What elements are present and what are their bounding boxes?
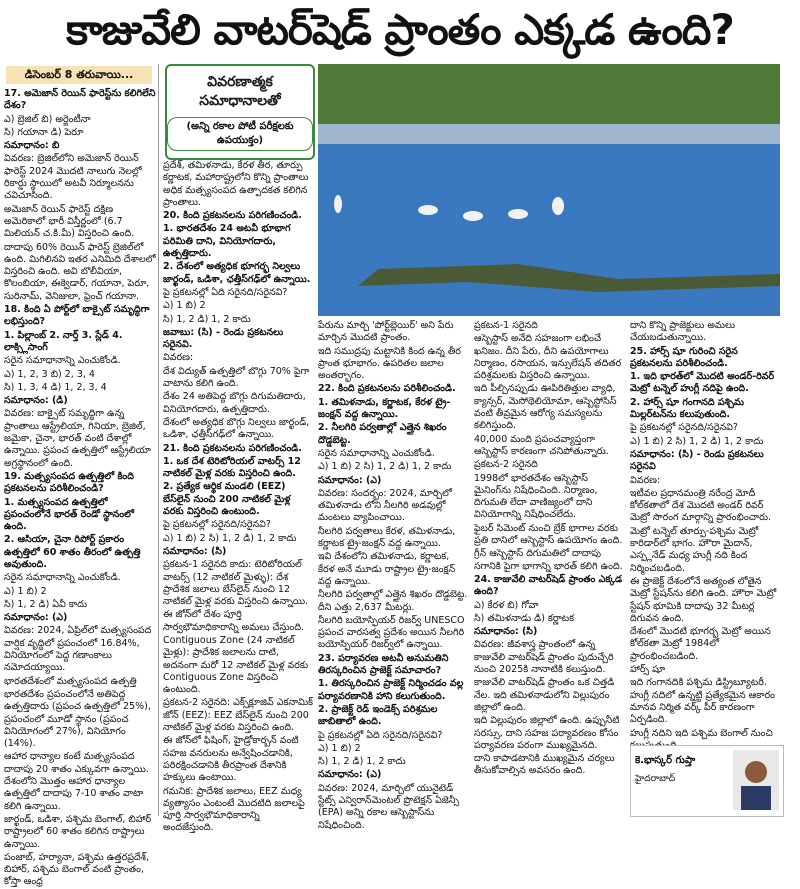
date-tag: డిసెంబర్ 8 తరువాయి... [6,66,152,84]
text-line: ఎ) 1, 2, 3 బి) 2, 3, 4 [4,368,95,380]
text-line: అమెజాన్ రెయిన్ ఫారెస్ట్ దక్షిణ అమెరికాలో భారీ విస్తీర్ణంలో (6.7 మిలియన్ చ.కి.మీ) విస్తరించి ఉంది. [4,203,135,240]
text-line: ఎ) 1 బి) 2 సి) 1, 2 డి) 1, 2 కాదు [163,532,297,544]
text-line: ఇటీవల ప్రధానమంత్రి నరేంద్ర మోదీ కోల్‌కతాలో దేశ మొదటి అండర్ రివర్ మెట్రో సొరంగ మార్గాన్ని ప్రారంభించారు. [630,487,772,524]
lake-photo [318,64,780,316]
text-line: నీలగిరి బయోస్ఫియర్ రిజర్వ్ UNESCO ప్రపంచ వారసత్వ ప్రదేశం అయిన నీలగిరి బయోస్ఫియర్ రిజర్వ్‌లో ఉన్నాయి. [318,614,465,651]
text-line: 1. మత్స్యసంపద ఉత్పత్తిలో ప్రపంచంలోనే భారత్ రెండో స్థానంలో ఉంది. [4,496,134,533]
text-line: దేశ విద్యుత్ ఉత్పత్తిలో బొగ్గు 70% పైగా వాటాను కలిగి ఉంది. [163,365,310,390]
text-line: ఇది పీల్చినప్పుడు ఊపిరితిత్తుల వ్యాధి, క్యాన్సర్, మెసోథెలియోమా, ఆస్బెస్టోసిస్ వంటి తీవ్రమైన ఆరోగ్య సమస్యలను కలిగిస్తుంది. [474,383,617,432]
text-line: 2. ప్రత్యేక ఆర్థిక మండలి (EEZ) బేస్‌లైన్ నుంచి 200 నాటికల్ మైళ్ల వరకు విస్తరించి ఉంటుంది. [163,481,291,518]
text-line: వివరణ: బ్రెజిల్‌లోని అమెజాన్ రెయిన్ ఫారెస్ట్ 2024 మొదటి నాలుగు నెలల్లో రికార్డు స్థాయిలో అటవీ నిర్మూలనను చవిచూసింది. [4,153,142,202]
column-4 [474,320,624,816]
text-line: 23. పర్యావరణ అటవీ అనుమతిని తిరస్కరించిన ప్రాజెక్ట్ సమాచారం? [318,652,449,677]
author-photo [733,750,779,810]
text-line: 1. తిరస్కరించిన ప్రాజెక్ట్ నిర్మించడం వల్ల పర్యావరణానికి హాని కలుగుతుంది. [318,678,464,702]
text-line: నీలగిరి పర్వతాల్లో ఎత్తైన శిఖరం దొడ్డబెట్ట. దీని ఎత్తు 2,637 మీటర్లు. [318,589,468,613]
column-3 [318,320,468,831]
text-line: 20. కింది ప్రకటనలను పరిగణించండి. [163,210,302,222]
text-line: ప్రకటన-1 సరైనది కాదు: టెరిటోరియల్ వాటర్స్ (12 నాటికల్ మైళ్ళు): దేశ ప్రాదేశిక జలాలు బేస్‌లైన్ నుంచి 12 నాటికల్ మైళ్ల వరకు విస్తరించి ఉన్నాయి. [163,559,309,608]
text-line: ఎ) 1 బి) 2 [163,300,206,312]
divider [158,64,159,816]
text-line: జవాబు: (సి) - రెండు ప్రకటనలు సరైనవి. [163,326,284,351]
text-line: సమాధానం: (డి) [4,395,68,407]
text-line: సి) 1, 2 డి) 1, 2 కాదు [163,313,251,325]
text-line: ఇవి దేశంలోని తమిళనాడు, కర్ణాటక, కేరళ అనే మూడు రాష్ట్రాల ట్రై-జంక్షన్ వద్ద ఉన్నాయి. [318,551,456,587]
text-line: గ్రీన్ ఆస్బెస్టాస్ దిగుమతిలో దాదాపు సగానికి పైగా భాగాన్ని భారత్ కలిగి ఉంది. [474,548,623,572]
text-line: ఈ ప్రాజెక్ట్ దేశంలోనే అత్యంత లోతైన మెట్రో స్టేషన్‌ను కలిగి ఉంది. హౌరా మెట్రో స్టేషన్ భూమికి దాదాపు 32 మీటర్ల దిగువన ఉంది. [630,575,777,624]
text-line: భారతదేశంలో మత్స్యసంపద ఉత్పత్తి [4,675,137,687]
text-line: దేశంలో మొదటి భూగర్భ మెట్రో అయిన కోల్‌కతా మెట్రో 1984లో ప్రారంభించబడింది. [630,626,771,662]
text-line: పై ప్రకటనల్లో సరైనది/సరైనవి? [630,422,738,434]
author-place: హైదరాబాద్ [635,774,676,784]
text-line: సరైన సమాధానాన్ని ఎంచుకోండి. [318,447,435,459]
text-line: ఎ) కేరళ బి) గోవా [474,599,539,611]
text-line: 1. ఒక దేశ టెరిటోరియల్ వాటర్స్ 12 నాటికల్ మైళ్ల వరకు విస్తరించి ఉంది. [163,455,301,480]
text-line: ఆహార ధాన్యాల కంటే మత్స్యసంపద దాదాపు 20 శాతం ఎక్కువగా ఉన్నాయి. దేశంలోని మొత్తం ఆహార ధాన్యాల ఉత్పత్తిలో దాదాపు 7-10 శాతం వాటా కలిగి ఉన్నాయి. [4,751,149,812]
text-line: Contiguous Zone (24 నాటికల్ మైళ్లు): ప్రాదేశిక జలాలను దాటి, అదనంగా మరో 12 నాటికల్ మైళ్ల వరకు Contiguous Zone విస్తరించి ఉంటుంది. [163,634,309,696]
text-line: సరైన సమాధానాన్ని ఎంచుకోండి. [4,355,121,367]
text-line: దాని కాపాడటానికి ముఖ్యమైన చర్యలు తీసుకోవాల్సిన అవసరం ఉంది. [474,753,615,777]
text-line: 1. ఇది భారత్‌లో మొదటి అండర్-రివర్ మెట్రో టన్నెల్ హుగ్లీ నదిపై ఉంది. [630,371,775,395]
text-line: ఎ) 1 బి) 2 సి) 1, 2 డి) 1, 2 కాదు [318,461,452,473]
text-line: దాని కొన్ని ప్రాజెక్టులు అమలు చేయబడుతున్నాయి. [630,320,736,344]
text-line: ప్రదేశ్, తమిళనాడు, కేరళ తీర, తూర్పు కర్ణాటక, మహారాష్ట్రలోని కొన్ని ప్రాంతాలు అధిక మత్స్యసంపద ఉత్పాదకత కలిగిన ప్రాంతాలు. [163,160,309,208]
text-line: 1998లో భారతదేశం ఆస్బెస్టాస్ మైనింగ్‌ను నిషేధించింది. నిర్మాణం, దిగుమతి లేదా వాణిజ్యంలో దాని వినియోగాన్ని నిషేధించలేదు. [474,472,598,521]
column-2 [163,160,314,834]
column-5 [630,320,782,740]
text-line: జార్ఖండ్, ఒడిశా, పశ్చిమ బెంగాల్, బిహార్ రాష్ట్రాలలో 60 శాతం కలిగిన రాష్ట్రాలు ఉన్నాయి. [4,813,152,850]
text-line: ఇది సముద్రపు మట్టానికి కింద ఉన్న తీర ప్రాంత భూభాగం. ఉపరితల జలాల అంతర్భాగం. [318,345,461,382]
text-line: వివరణ: [630,474,661,486]
text-line: 21. కింది ప్రకటనలను పరిగణించండి. [163,442,302,454]
badge [165,64,315,160]
text-line: సమాధానం: (ఎ) [318,474,382,486]
text-line: సరైన సమాధానాన్ని ఎంచుకోండి. [4,572,121,584]
text-line: 1. భారతదేశం 24 అటవీ భూభాగ పరిమితి దాని, వినియోగదారు, ఉత్పత్తిదారు. [163,223,291,260]
text-line: 2. ఆసియా, చైనా రిపోర్ట్ ప్రకారం ఉత్పత్తిలో 60 శాతం తీరంలో ఉత్పత్తి అవుతుంది. [4,534,141,570]
text-line: హార్స్ షూ [630,664,666,676]
text-line: సమాధానం: (ఎ) [318,769,382,781]
text-line: వివరణ: 2024, ఏప్రిల్‌లో మత్స్యసంపద వార్షిక వృద్ధిలో ప్రపంచంలో 16.84%, వినియోగంలో పెద్ద గణాంకాలు నమోదయ్యాయి. [4,625,152,674]
text-line: పై ప్రకటనల్లో సరైనది/సరైనవి? [163,519,271,531]
text-line: దాదాపు 60% రెయిన్ ఫారెస్ట్ బ్రెజిల్‌లో ఉంది. మిగిలినవి ఇతర ఎనిమిది దేశాలలో విస్తరించి ఉంది. అవి బొలీవియా, కొలంబియా, ఈక్వెడార్, గయానా, పెరూ, సురినామ్, వెనిజులా, ఫ్రెంచ్ గయానా. [4,241,156,302]
text-line: పంజాబ్, హర్యానా, పశ్చిమ ఉత్తరప్రదేశ్, బిహార్, పశ్చిమ బెంగాల్ వంటి ప్రాంతం, కోస్తా ఆంధ్ర [4,851,150,888]
text-line: వివరణ: సందర్భం: 2024, మార్చిలో తమిళనాడు లోని నీలగిరి అడవుల్లో మంటలు వ్యాపించాయి. [318,487,452,524]
text-line: వివరణ: [163,352,194,364]
text-line: సమాధానం: (ఎ) [4,612,68,624]
text-line: సమాధానం: (సి) [474,626,538,638]
text-line: 1. పిల్లాంబ్ 2. నార్త్ 3. స్లేడ్ 4. లాక్స్లిసాంగ్ [4,329,123,353]
text-line: గమనిక: ప్రాదేశిక జలాలు, EEZ మధ్య వ్యత్యాసం ఎంటంటే మొదటిది జలాలపై పూర్తి సార్వభౌమాధికారాన్ని అందజేస్తుంది. [163,785,305,834]
text-line: ప్రకటన-1 సరైనది [474,320,538,331]
text-line: ప్రకటన-2 సరైనది: ఎక్స్‌క్లూజివ్ ఎకనామిక్ జోన్ (EEZ): EEZ బేస్‌లైన్ నుంచి 200 నాటికల్ మైళ్ల వరకు విస్తరించి ఉంది. [163,697,314,734]
text-line: సమాధానం: బి [4,140,60,152]
text-line: సమాధానం: (సి) [163,545,227,557]
text-line: హుగ్లీ నదిని ఇది పశ్చిమ బెంగాల్ నుంచి [630,727,773,739]
text-line: 17. అమెజాన్ రెయిన్ ఫారెస్ట్‌ను కలిగిలేని దేశం? [4,88,156,112]
text-line: ఎ) 1 బి) 2 సి) 1, 2 డి) 1, 2 కాదు [630,435,764,447]
text-line: దేశం 24 అతిపెద్ద బొగ్గు దిగుమతిదారు, వినియోగదారు, ఉత్పత్తిదారు. [163,391,306,415]
text-line: సి) గయానా డి) పెరూ [4,126,84,138]
text-line: సమాధానం: (సి) - రెండు ప్రకటనలు సరైనవి [630,448,764,473]
text-line: సి) 1, 2 డి) ఏవీ కాదు [4,598,88,610]
text-line: సి) తమిళనాడు డి) కర్ణాటక [474,612,575,624]
text-line: ఇది విల్లుపురం జిల్లాలో ఉంది. ఉప్పునీటి సరస్సు, దాని సహజ పర్యావరణం కోసం పర్యావరణ పరంగా ముఖ్యమైనది. [474,715,620,751]
text-line: ఈ జోన్‌లో ఫిషింగ్, హైడ్రోకార్బన్ వంటి సహజ వనరులను అన్వేషించడానికి, పరిరక్షించడానికి తీరప్రాంత దేశానికి హక్కులు ఉంటాయి. [163,735,299,784]
text-line: 19. మత్స్యసంపద ఉత్పత్తిలో కింది ప్రకటనలను పరిశీలించండి? [4,470,134,495]
text-line: సి) 1, 3, 4 డి) 1, 2, 3, 4 [4,381,107,393]
badge-line-2: సమాధానాలతో [199,93,281,109]
text-line: వివరణ: 2024, మార్చిలో యునైటెడ్ స్టేట్స్ ఎన్విరాన్‌మెంటల్ ప్రొటెక్షన్ ఏజెన్సీ (EPA) అన్ని రకాల ఆస్బెస్టాస్‌ను నిషేధించింది. [318,782,460,831]
text-line: వివరణ: బాక్సైట్ సమృద్ధిగా ఉన్న ప్రాంతాలు ఆస్ట్రేలియా, గినియా, బ్రెజిల్, జమైకా, చైనా, భారత్ వంటి దేశాల్లో ఉన్నాయి. ప్రపంచ ఉత్పత్తిలో ఆస్ట్రేలియా అగ్రస్థానంలో ఉంది. [4,408,151,469]
text-line: ఈ జోన్‌లో దేశం పూర్తి సార్వభౌమాధికారాన్ని అమలు చేస్తుంది. [163,609,305,633]
text-line: నీలగిరి పర్వతాలు కేరళ, తమిళనాడు, కర్ణాటక ట్రై-జంక్షన్ వద్ద ఉన్నాయి. [318,525,456,550]
text-line: 2. ప్రాజెక్ట్ రెడ్ ఇండెక్స్ పరిశ్రమల జాబితాలో ఉంది. [318,703,438,728]
text-line: సి) 1, 2 డి) 1, 2 కాదు [318,756,406,768]
text-line: దేశంలో అత్యధిక బొగ్గు నిల్వలు జార్ఖండ్, ఒడిశా, ఛత్తీస్‌గఢ్‌లో ఉన్నాయి. [163,416,310,441]
text-line: 24. కాజువేలి వాటర్‌షెడ్ ప్రాంతం ఎక్కడ ఉంది? [474,573,622,598]
text-line: 2. నీలగిరి పర్వతాల్లో ఎత్తైన శిఖరం దొడ్డబెట్ట. [318,422,447,446]
text-line: ఎ) బ్రెజిల్ బి) అర్జెంటీనా [4,113,91,125]
text-line: ఇది గంగానదికి పశ్చిమ డిస్ట్రిబ్యూటరీ. హుగ్లీ నదిలో ఉన్నట్టి ప్రత్యేకమైన ఆకారం మానవ నిర్మిత వర్క్ పీర్ కారణంగా ఏర్పడింది. [630,677,775,726]
author-box [630,745,784,817]
text-line: ఆస్బెస్టాస్ అనేది సహజంగా లభించే ఖనిజం. దీని పేరు, దీని ఉపయోగాలు నిర్మాణం, రసాయన, ఇన్సులేషన్ తదితర పరిశ్రమలకు విస్తరించి ఉన్నాయి. [474,333,622,382]
text-line: వివరణ: జీవశాస్త్ర ప్రాంతంలో ఉన్న కాజువేలి వాటర్‌షెడ్ ప్రాంతం పుదుచ్చేరి నుంచి 2025కి నానాటికి కలుస్తుంది. [474,639,614,676]
text-line: భారతదేశం ప్రపంచంలోనే అతిపెద్ద ఉత్పత్తిదారు (ప్రపంచ ఉత్పత్తిలో 25%), ప్రపంచంలో మూడో స్థానం (ప్రపంచ వినియోగంలో 27%), వినియోగం (14%). [4,688,151,750]
text-line: 22. కింది ప్రకటనలను పరిశీలించండి. [318,383,456,395]
column-1 [4,88,156,888]
text-line: ఎ) 1 బి) 2 [4,585,47,597]
text-line: పై ప్రకటనల్లో ఏది సరైనది/సరైనవి? [163,286,288,298]
text-line: ఎ) 1 బి) 2 [318,742,361,754]
badge-line-3: (అన్ని రకాల పోటీ పరీక్షలకు ఉపయుక్తం) [167,117,313,151]
text-line: 25. హార్స్ షూ గురించి సరైన ప్రకటనలను పరిశీలించండి. [630,345,738,369]
text-line: 2. దేశంలో అత్యధిక భూగర్భ నిల్వలు జార్ఖండ్, ఒడిశా, ఛత్తీస్‌గఢ్‌లో ఉన్నాయి. [163,261,311,285]
text-line: ప్రకటన-2 సరైనది [474,459,538,471]
text-line: ఫైబర్ సిమెంట్ నుంచి బ్రేక్ భాగాల వరకు ప్రతి దానిలో ఆస్బెస్టాస్ ఉపయోగం ఉంది. [474,522,623,547]
author-name: కె.భాస్కర్ గుప్తా [635,755,696,766]
text-line: పై ప్రకటనల్లో ఏది సరైనది/సరైనవి? [318,729,443,741]
text-line: 1. తమిళనాడు, కర్ణాటక, కేరళ ట్రై-జంక్షన్ వద్ద ఉన్నాయి. [318,396,451,421]
badge-line-1: వివరణాత్మక [207,74,273,90]
text-line: కాజువేలి వాటర్‌షెడ్ ప్రాంతం ఒక చిత్తడి నేల. ఇది తమిళనాడులోని విల్లుపురం జిల్లాలో ఉంది. [474,677,615,713]
text-line: మెట్రో టన్నెల్ తూర్పు-పశ్చిమ మెట్రో కారిడార్‌లో భాగం. హౌరా మైదాన్, ఎస్ప్లనేడ్ మధ్య హుగ్లీ నది కింద నిర్మించబడింది. [630,525,759,574]
text-line: 2. హార్స్ షూ గంగానది పశ్చిమ మిల్లర్‌టన్‌ను కలుపుతుంది. [630,396,744,421]
text-line: పేరును మార్చి 'పోర్ట్‌బ్లెయిర్' అని పేరు మార్చిన మొదటి ప్రాంతం. [318,320,454,344]
text-line: 40,000 మంది ప్రపంచవ్యాప్తంగా ఆస్బెస్టాస్ కారణంగా చనిపోతున్నారు. [474,433,609,457]
text-line: 18. కింది ఏ పోర్ట్‌లో బాక్సైట్ సమృద్ధిగా లభిస్తుంది? [4,304,150,328]
headline: కాజువేలి వాటర్‌షెడ్ ప్రాంతం ఎక్కడ ఉంది? [0,0,800,60]
